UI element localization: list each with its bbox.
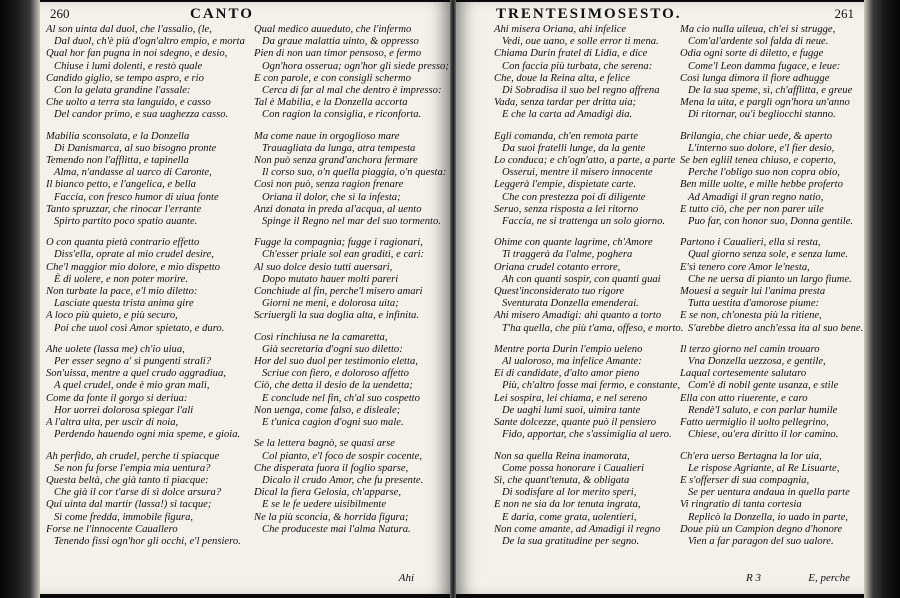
stanza: [494, 24, 683, 122]
verse-line: Rendè'l saluto, e con parlar humile: [688, 404, 838, 416]
verse-line: Il terzo giorno nel camin trouaro: [680, 343, 820, 355]
stanza: [254, 438, 449, 536]
stanza: [254, 24, 449, 122]
stanza: [680, 344, 863, 442]
verse-line: Non turbate la pace, e'l mio diletto:: [46, 286, 198, 298]
stanza: [254, 237, 449, 322]
verse-line: Quest'inconsiderato tuo rigore: [494, 286, 625, 298]
verse-line: Per esser segno a' sì pungenti strali?: [54, 356, 212, 368]
verse-line: Ciò, che detta il desio de la uendetta;: [254, 380, 413, 392]
verse-line: Non uenga, come falso, e disleale;: [254, 404, 401, 416]
verse-line: Anzi donata in preda al'acqua, al uento: [254, 203, 422, 215]
verse-line: Ma cio nulla uileua, ch'ei si strugge,: [680, 24, 836, 35]
verse-line: Com'al'ardente sol falda di neue.: [688, 36, 829, 48]
verse-line: Trauagliata da lunga, atra tempesta: [262, 142, 416, 154]
verse-line: E con parole, e con consigli schermo: [254, 72, 412, 84]
verse-line: Qual medico auueduto, che l'infermo: [254, 24, 412, 35]
verse-line: Le rispose Agriante, al Re Lisuarte,: [688, 462, 840, 474]
verse-line: Lasciate questa trista anima gire: [54, 298, 194, 310]
verse-line: Come possa honorare i Caualieri: [502, 462, 645, 474]
verse-line: Perdendo hauendo ogni mia speme, e gioia.: [54, 429, 241, 441]
verse-line: Già secretaria d'ogni suo diletto:: [262, 343, 403, 355]
verse-line: Così non può, senza ragion frenare: [254, 179, 404, 191]
verse-line: Al suo dolce desio tutti auersari,: [254, 261, 393, 273]
verse-line: A loco più quieto, e più securo,: [46, 310, 178, 322]
verse-line: Vien a far paragon del suo ualore.: [688, 535, 834, 547]
verse-line: Da suoi fratelli lunge, da la gente: [502, 142, 646, 154]
verse-line: Fido, apportar, che s'assimiglia al uero.: [502, 429, 672, 441]
verse-line: E t'unica cagion d'ogni suo male.: [262, 417, 404, 429]
verse-line: Non come amante, ad Amadigi il regno: [494, 523, 661, 535]
verse-line: L'interno suo dolore, e'l fier desio,: [688, 142, 835, 154]
verse-line: Alma, n'andasse al uarco di Caronte,: [54, 167, 212, 179]
verse-line: Conchiude al fin, perche'l misero amari: [254, 286, 423, 298]
verse-line: Vedi, oue uano, e solle error ti mena.: [502, 36, 659, 48]
verse-line: Con faccia più turbata, che serena:: [502, 60, 653, 72]
verse-line: Ah con quanti sospir, con quanti guai: [502, 273, 661, 285]
verse-line: Di Danismarca, al suo bisogno pronte: [54, 142, 217, 154]
stanza: [494, 451, 683, 549]
verse-line: Col pianto, e'l foco de sospir cocente,: [262, 450, 422, 462]
verse-line: Mouesi a seguir lui l'anima presta: [680, 286, 826, 298]
verse-line: Dopo mutato hauer molti pareri: [262, 273, 399, 285]
verse-line: Vada, senza tardar per dritta uia;: [494, 97, 637, 109]
verse-line: Doue più un Campion degno d'honore: [680, 523, 843, 535]
verse-line: Temendo non l'afflitta, e tapinella: [46, 155, 189, 167]
verse-line: Scriuergli la sua doglia alta, e infinita.: [254, 310, 419, 322]
verse-line: Mena la uita, e parglì ogn'hora un'anno: [680, 97, 850, 109]
verse-line: Così lunga dimora il fiore adhugge: [680, 72, 830, 84]
verse-line: Oriana crudel cotanto errore,: [494, 261, 621, 273]
stanza: [680, 237, 863, 335]
verse-line: Da graue malattia uinto, & oppresso: [262, 36, 419, 48]
running-head: CANTO: [190, 6, 254, 22]
verse-line: Ch'era uerso Bertagna la lor uia,: [680, 450, 822, 462]
verse-line: Scriue con fiero, e doloroso affetto: [262, 368, 409, 380]
text-column-1: [46, 24, 245, 557]
verse-line: S'arebbe dietro anch'essa ita al suo bene.: [688, 322, 864, 334]
verse-line: O con quanta pietà contrario effetto: [46, 237, 200, 249]
verse-line: Questa beltà, che già tanto ti piacque:: [46, 474, 209, 486]
text-column-2: [254, 24, 449, 545]
verse-line: Ben mille uolte, e mille hebbe proferto: [680, 179, 843, 191]
verse-line: E se non, ch'onesta più la ritiene,: [680, 310, 822, 322]
page-number: 260: [50, 6, 70, 21]
verse-line: E non ne sia da lor tenuta ingrata,: [494, 499, 641, 511]
stanza: [46, 344, 245, 442]
verse-line: Non sa quella Reina inamorata,: [494, 450, 630, 462]
verse-line: Brilangia, che chiar uede, & aperto: [680, 130, 833, 142]
verse-line: Non può senza grand'anchora fermare: [254, 155, 418, 167]
verse-line: E conclude nel fin, ch'al suo cospetto: [262, 392, 420, 404]
left-page-edges: [0, 0, 40, 598]
verse-line: Che produceste mai l'alma Natura.: [262, 523, 411, 535]
verse-line: Tal è Mabilia, e la Donzella accorta: [254, 97, 408, 109]
stanza: [494, 237, 683, 335]
verse-line: Ch'esser priale sol ean graditi, e cari:: [262, 249, 425, 261]
stanza: [46, 131, 245, 229]
verse-line: Son'uissa, mentre a quel crudo aggradiua,: [46, 368, 226, 380]
verse-line: Sì, che quant'tenuta, & obligata: [494, 474, 630, 486]
verse-line: Se per uentura andaua in quella parte: [688, 487, 850, 499]
verse-line: Candido giglio, se tempo aspro, e rio: [46, 72, 204, 84]
verse-line: Di Sobradisa il suo bel regno affrena: [502, 85, 660, 97]
stanza: [46, 451, 245, 549]
verse-line: Fugge la compagnia; fugge i ragionari,: [254, 237, 423, 249]
verse-line: Egli comanda, ch'en remota parte: [494, 130, 638, 142]
verse-line: Con la gelata grandine l'assale:: [54, 85, 191, 97]
verse-line: Sante dolcezze, quante può il pensiero: [494, 417, 657, 429]
verse-line: Ella con atto riuerente, e caro: [680, 392, 808, 404]
text-column-1: [494, 24, 683, 557]
verse-line: È di uolere, e non poter morire.: [54, 273, 188, 285]
verse-line: Dicalo il crudo Amor, che fu presente.: [262, 474, 424, 486]
verse-line: Che uolto a terra sta languido, e casso: [46, 97, 211, 109]
verse-line: Ma come naue in orgoglioso mare: [254, 130, 400, 142]
verse-line: Oriana il dolor, che sì la infesta;: [262, 191, 401, 203]
stanza: [680, 24, 863, 122]
verse-line: E che la carta ad Amadigi dia.: [502, 109, 633, 121]
verse-line: Se non fu forse l'empia mia uentura?: [54, 462, 211, 474]
verse-line: Mentre porta Durin l'empio ueleno: [494, 343, 643, 355]
right-page: [456, 2, 864, 594]
verse-line: Ahe uolete (lassa me) ch'io uiua,: [46, 343, 185, 355]
stanza: [680, 131, 863, 229]
verse-line: Chiese, ou'era diritto il lor camino.: [688, 429, 839, 441]
catchword: Ahi: [398, 572, 414, 584]
verse-line: Di sodisfare al lor merito speri,: [502, 487, 637, 499]
verse-line: Ad Amadigi il gran regno natio,: [688, 191, 824, 203]
verse-line: De la sua gratitudine per segno.: [502, 535, 640, 547]
stanza: [494, 344, 683, 442]
verse-line: A quel crudel, onde è mio gran mali,: [54, 380, 210, 392]
catchword: E, perche: [808, 572, 850, 584]
verse-line: Con ragion la consiglia, e riconforta.: [262, 109, 422, 121]
running-head: TRENTESIMOSESTO.: [496, 6, 682, 22]
verse-line: Lo conduca; e ch'ogn'atto, a parte, a parte: [494, 155, 676, 167]
signature-mark: R 3: [746, 572, 761, 584]
verse-line: Ohime con quante lagrime, ch'Amore: [494, 237, 653, 249]
stanza: [680, 451, 863, 549]
page-number: 261: [834, 6, 854, 21]
verse-line: E daria, come grata, uolentieri,: [502, 511, 637, 523]
verse-line: Tanto spruzzar, che rinocar l'errante: [46, 203, 202, 215]
verse-line: Odia ogni sorte di diletto, e fugge: [680, 48, 824, 60]
verse-line: Chiama Durin fratel di Lidia, e dice: [494, 48, 648, 60]
verse-line: Ei di candidate, d'alto amor pieno: [494, 368, 640, 380]
verse-line: Forse ne l'innocente Cauallero: [46, 523, 178, 535]
verse-line: Pien di non uan timor pensoso, e fermo: [254, 48, 422, 60]
verse-line: Giorni ne meni, e dolorosa uita;: [262, 298, 399, 310]
verse-line: Qual giorno senza sole, e senza lume.: [688, 249, 849, 261]
verse-line: Tutta uestita d'amorose piume:: [688, 298, 820, 310]
verse-line: Ti traggerà da l'alme, poghera: [502, 249, 633, 261]
verse-line: Faccia, ne si trattenga un solo giorno.: [502, 216, 666, 228]
verse-line: Sventurata Donzella emenderai.: [502, 298, 639, 310]
verse-line: Che già il cor t'arse di sì dolce arsura?: [54, 487, 222, 499]
verse-line: Spinge il Regno nel mar del suo tormento.: [262, 216, 441, 228]
verse-line: Che'l maggior mio dolore, e mio dispetto: [46, 261, 221, 273]
verse-line: Seruo, senza risposta a lei ritorno: [494, 203, 639, 215]
verse-line: Come da fonte il gorgo si deriua:: [46, 392, 188, 404]
verse-line: E se le fe uedere uisibilmente: [262, 499, 387, 511]
verse-line: Del candor primo, e sua uaghezza casso.: [54, 109, 229, 121]
stanza: [46, 24, 245, 122]
verse-line: Tenendo fissi ogn'hor gli occhi, e'l pensiero.: [54, 535, 241, 547]
verse-line: Ahi misero Amadigi: ahi quanto a torto: [494, 310, 662, 322]
verse-line: Il bianco petto, e l'angelica, e bella: [46, 179, 196, 191]
verse-line: Di ritornar, ou'i begliocchi stanno.: [688, 109, 836, 121]
verse-line: Qui uinta dal martir (lassa!) si tacque;: [46, 499, 212, 511]
verse-line: Partono i Caualieri, ella si resta,: [680, 237, 821, 249]
verse-line: Dal duol, ch'è più d'ogn'altro empio, e morta: [54, 36, 245, 48]
verse-line: Ne la più sconcia, & horrida figura;: [254, 511, 409, 523]
verse-line: Faccia, con fresco humor di uiua fonte: [54, 191, 219, 203]
stanza: [254, 332, 449, 430]
verse-line: Il corso suo, o'n quella piaggia, o'n questa:: [262, 167, 447, 179]
verse-line: Laqual cortesemente salutaro: [680, 368, 807, 380]
verse-line: Ahi misera Oriana, ahi infelice: [494, 24, 627, 35]
stanza: [254, 131, 449, 229]
verse-line: Ogn'hora osserua; ogn'hor gli siede presso;: [262, 60, 449, 72]
verse-line: Ah perfido, ah crudel, perche ti spiacque: [46, 450, 220, 462]
verse-line: Vna Donzella uezzosa, e gentile,: [688, 356, 826, 368]
text-column-2: [680, 24, 863, 557]
verse-line: Perche l'obligo suo non copra obio,: [688, 167, 840, 179]
left-page: [40, 2, 450, 594]
verse-line: E s'offerser di sua compagnia,: [680, 474, 810, 486]
stanza: [494, 131, 683, 229]
verse-line: Come'l Leon damma fugace, e leue:: [688, 60, 841, 72]
verse-line: Spirto partito poco spatio auante.: [54, 216, 198, 228]
verse-line: De la sua speme, sì, ch'afflitta, e greue: [688, 85, 853, 97]
verse-line: Diss'ella, oprate al mio crudel desire,: [54, 249, 214, 261]
verse-line: Lei sospira, lei chiama, e nel sereno: [494, 392, 648, 404]
verse-line: A l'altra uita, per uscir di noia,: [46, 417, 179, 429]
verse-line: Qual hor fan pugna in noi sdegno, e desio,: [46, 48, 228, 60]
verse-line: Che ne uersa di pianto un largo fiume.: [688, 273, 852, 285]
verse-line: De uaghi lumi suoi, uimira tante: [502, 404, 641, 416]
verse-line: Che con prestezza poi di diligente: [502, 191, 646, 203]
verse-line: Puo far, con honor suo, Donna gentile.: [688, 216, 854, 228]
verse-line: E'sì tenero core Amor le'nesta,: [680, 261, 810, 273]
verse-line: Leggerà l'empie, dispietate carte.: [494, 179, 637, 191]
stanza: [46, 237, 245, 335]
verse-line: Fatto uermiglio il uolto pellegrino,: [680, 417, 829, 429]
verse-line: T'ha quella, che più t'ama, offeso, e morto.: [502, 322, 684, 334]
verse-line: Più, ch'altro fosse mai fermo, e constante,: [502, 380, 681, 392]
verse-line: Cerca di far al mal che dentro è impresso:: [262, 85, 442, 97]
verse-line: Poi che uuol così Amor spietato, e duro.: [54, 322, 225, 334]
verse-line: E tutto ciò, che per non parer uile: [680, 203, 824, 215]
verse-line: Mabilia sconsolata, e la Donzella: [46, 130, 190, 142]
verse-line: Osserui, mentre il misero innocente: [502, 167, 653, 179]
verse-line: Chiuse i lumi dolenti, e restò quale: [54, 60, 203, 72]
verse-line: Dical la fiera Gelosia, ch'apparse,: [254, 487, 402, 499]
verse-line: Replicò la Donzella, io uado in parte,: [688, 511, 849, 523]
verse-line: Se ben egliil tenea chiuso, e coperto,: [680, 155, 836, 167]
verse-line: Al son uinta dal duol, che l'assalio, (le,: [46, 24, 212, 35]
verse-line: Vi ringratio di tanta cortesia: [680, 499, 802, 511]
verse-line: Al ualoroso, ma infelice Amante:: [502, 356, 642, 368]
verse-line: Hor del suo duol per testimonio eletta,: [254, 356, 418, 368]
verse-line: Che, doue la Reina alta, e felice: [494, 72, 630, 84]
verse-line: Se la lettera bagnò, se quasi arse: [254, 438, 395, 450]
right-page-edges: [864, 0, 900, 598]
verse-line: Che disperata fuora il foglio sparse,: [254, 462, 409, 474]
verse-line: Sì come fredda, immobile figura,: [54, 511, 194, 523]
verse-line: Hor uorrei dolorosa spiegar l'ali: [54, 404, 194, 416]
verse-line: Così rinchiusa ne la camaretta,: [254, 331, 388, 343]
verse-line: Com'è di nobil gente usanza, e stile: [688, 380, 839, 392]
